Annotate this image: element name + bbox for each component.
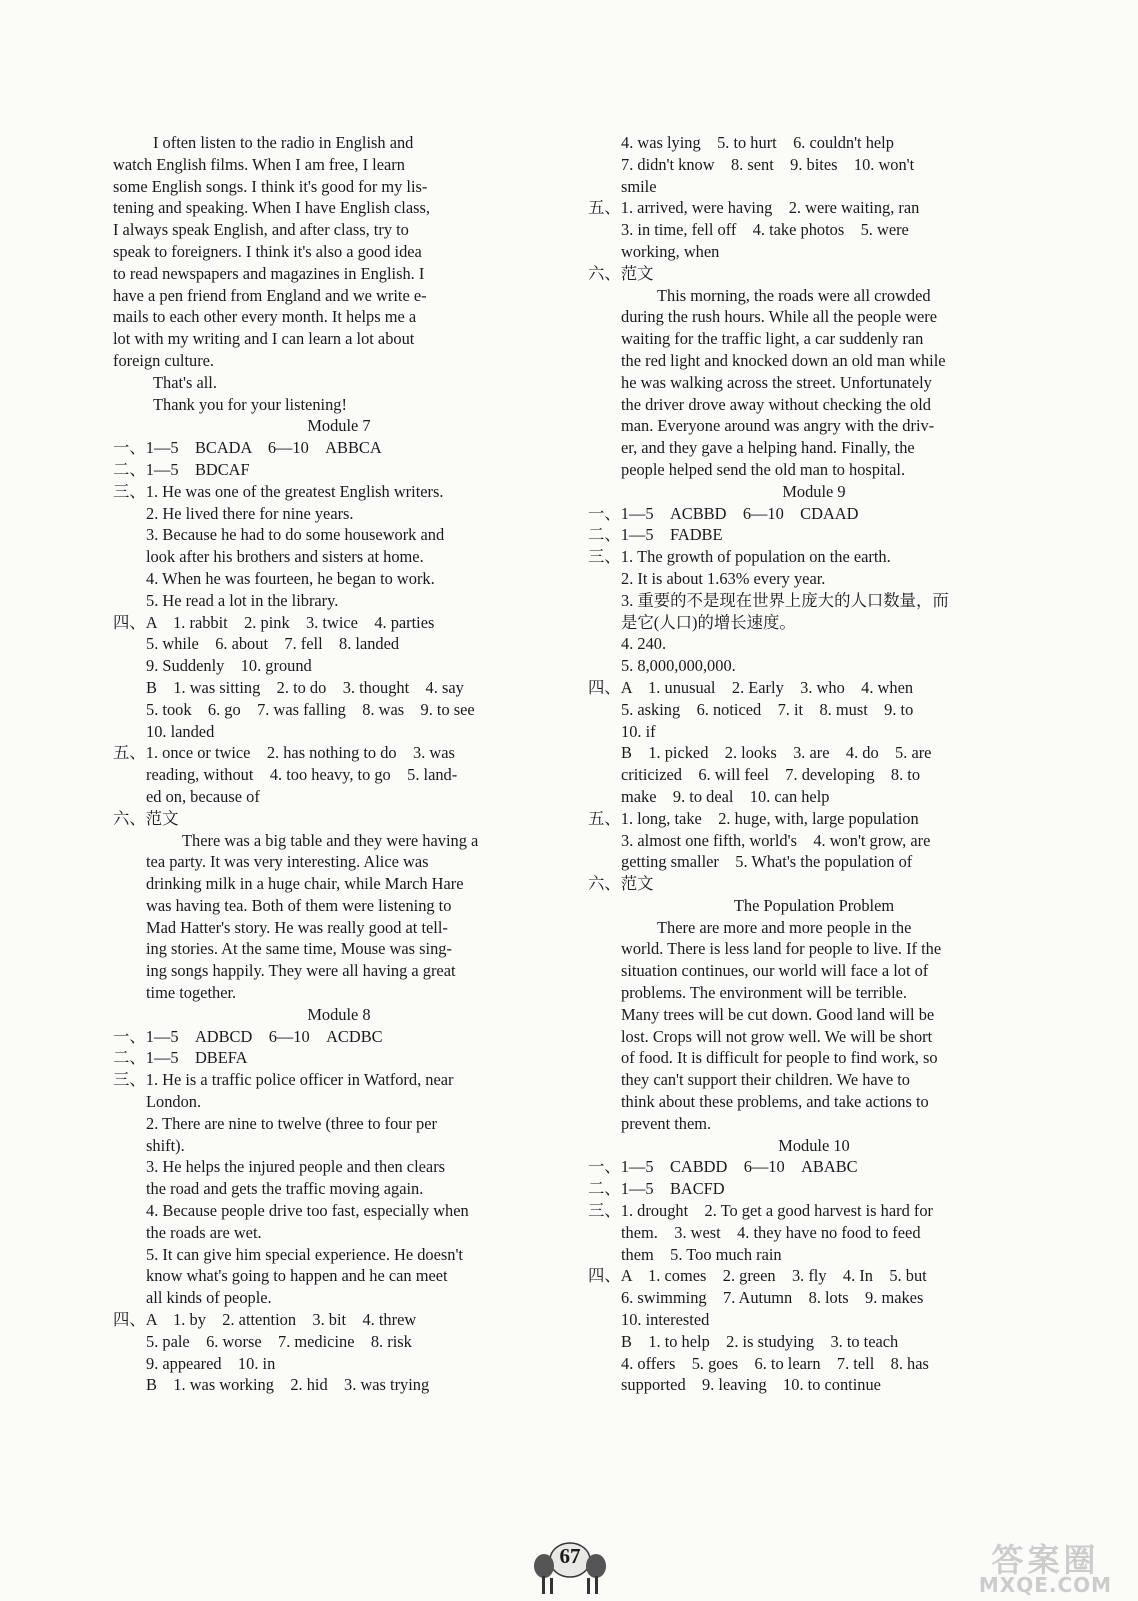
- text-line: 2. It is about 1.63% every year.: [621, 568, 826, 588]
- text-line: 是它(人口)的增长速度。: [621, 612, 796, 632]
- text-line: 5. He read a lot in the library.: [146, 590, 339, 610]
- text-line: the roads are wet.: [146, 1222, 262, 1242]
- text-line: 5. It can give him special experience. He doesn't: [146, 1244, 463, 1264]
- text-line: 5. pale 6. worse 7. medicine 8. risk: [146, 1331, 412, 1351]
- text-line: 一、1—5 ADBCD 6—10 ACDBC: [113, 1026, 383, 1046]
- text-line: 5. took 6. go 7. was falling 8. was 9. to see: [146, 699, 475, 719]
- text-line: them. 3. west 4. they have no food to feed: [621, 1222, 921, 1242]
- text-line: some English songs. I think it's good for my lis-: [113, 176, 428, 196]
- text-line: 2. He lived there for nine years.: [146, 503, 354, 523]
- text-line: 六、范文: [588, 874, 654, 894]
- text-line: of food. It is difficult for people to find work, so: [621, 1048, 938, 1068]
- section-heading: Module 10: [778, 1135, 850, 1155]
- text-line: 7. didn't know 8. sent 9. bites 10. won't: [621, 154, 915, 174]
- text-line: B 1. was sitting 2. to do 3. thought 4. say: [146, 677, 464, 697]
- text-line: he was walking across the street. Unfortunately: [621, 372, 932, 392]
- text-line: smile: [621, 176, 657, 196]
- text-line: I often listen to the radio in English and: [153, 133, 414, 152]
- text-line: 4. 240.: [621, 634, 667, 654]
- page-number: 67: [559, 1544, 581, 1568]
- text-line: London.: [146, 1092, 202, 1112]
- text-line: 10. landed: [146, 721, 215, 741]
- text-line: 二、1—5 BDCAF: [113, 459, 250, 479]
- right-column: [588, 132, 1040, 1396]
- text-line: 一、1—5 ACBBD 6—10 CDAAD: [588, 503, 859, 523]
- text-line: 3. Because he had to do some housework and: [146, 525, 445, 545]
- text-line: mails to each other every month. It helps me a: [113, 307, 417, 327]
- text-line: speak to foreigners. I think it's also a good idea: [113, 241, 422, 261]
- section-heading: The Population Problem: [733, 895, 895, 915]
- text-line: tening and speaking. When I have English class,: [113, 198, 430, 218]
- text-line: waiting for the traffic light, a car suddenly ran: [621, 329, 924, 349]
- text-line: 10. if: [621, 721, 656, 741]
- text-line: during the rush hours. While all the people were: [621, 307, 938, 327]
- text-line: man. Everyone around was angry with the driv-: [621, 416, 935, 436]
- section-heading: Module 8: [307, 1004, 371, 1024]
- left-column: [113, 132, 565, 1396]
- text-line: There was a big table and they were having a: [182, 830, 479, 850]
- text-line: 5. 8,000,000,000.: [621, 656, 736, 676]
- text-line: 四、A 1. rabbit 2. pink 3. twice 4. parties: [113, 612, 435, 632]
- text-line: 一、1—5 BCADA 6—10 ABBCA: [113, 438, 382, 458]
- section-heading: Module 9: [782, 481, 846, 501]
- text-line: 三、1. drought 2. To get a good harvest is hard for: [588, 1201, 933, 1221]
- text-line: ing stories. At the same time, Mouse was sing-: [146, 939, 452, 959]
- text-line: have a pen friend from England and we write e-: [113, 285, 427, 305]
- text-line: That's all.: [153, 372, 217, 392]
- text-line: 五、1. arrived, were having 2. were waiting, ran: [588, 198, 920, 218]
- text-line: 三、1. He was one of the greatest English writers.: [113, 481, 444, 501]
- text-line: 五、1. long, take 2. huge, with, large population: [588, 808, 919, 828]
- text-line: prevent them.: [621, 1113, 712, 1133]
- text-line: the red light and knocked down an old man while: [621, 350, 946, 370]
- watermark-brand: 答案圈: [991, 1541, 1100, 1579]
- text-line: 五、1. once or twice 2. has nothing to do 3. was: [113, 743, 455, 763]
- text-line: look after his brothers and sisters at home.: [146, 547, 424, 567]
- text-line: 二、1—5 BACFD: [588, 1179, 725, 1199]
- watermark-site: MXQE.COM: [978, 1573, 1113, 1597]
- text-line: they can't support their children. We have to: [621, 1070, 910, 1090]
- text-line: 六、范文: [588, 263, 654, 283]
- text-line: the road and gets the traffic moving again.: [146, 1179, 424, 1199]
- text-line: was having tea. Both of them were listening to: [146, 895, 452, 915]
- text-line: 9. Suddenly 10. ground: [146, 656, 312, 676]
- text-line: tea party. It was very interesting. Alice was: [146, 852, 429, 872]
- text-line: 5. asking 6. noticed 7. it 8. must 9. to: [621, 699, 914, 719]
- text-line: There are more and more people in the: [657, 917, 912, 937]
- text-line: problems. The environment will be terrible.: [621, 983, 908, 1003]
- text-line: ing songs happily. They were all having a great: [146, 961, 456, 981]
- text-line: lot with my writing and I can learn a lot about: [113, 329, 415, 349]
- text-line: 2. There are nine to twelve (three to four per: [146, 1113, 437, 1133]
- text-line: 二、1—5 FADBE: [588, 525, 723, 545]
- text-line: er, and they gave a helping hand. Finally, the: [621, 438, 915, 458]
- text-line: Mad Hatter's story. He was really good at tell-: [146, 917, 448, 937]
- text-line: B 1. picked 2. looks 3. are 4. do 5. are: [621, 743, 932, 763]
- text-line: 10. interested: [621, 1310, 710, 1330]
- text-line: 4. was lying 5. to hurt 6. couldn't help: [621, 133, 894, 152]
- text-line: 四、A 1. unusual 2. Early 3. who 4. when: [588, 677, 914, 697]
- text-line: all kinds of people.: [146, 1288, 272, 1308]
- text-line: 4. When he was fourteen, he began to work.: [146, 568, 435, 588]
- text-line: 4. offers 5. goes 6. to learn 7. tell 8. has: [621, 1353, 929, 1373]
- page-number-badge: [530, 1540, 610, 1596]
- text-line: supported 9. leaving 10. to continue: [621, 1375, 881, 1395]
- text-line: 四、A 1. comes 2. green 3. fly 4. In 5. but: [588, 1266, 927, 1286]
- text-line: foreign culture.: [113, 350, 215, 370]
- text-line: know what's going to happen and he can meet: [146, 1266, 448, 1286]
- text-line: situation continues, our world will face a lot of: [621, 961, 929, 981]
- text-line: 3. He helps the injured people and then clears: [146, 1157, 446, 1177]
- text-line: 5. while 6. about 7. fell 8. landed: [146, 634, 400, 654]
- text-line: I always speak English, and after class, try to: [113, 220, 409, 240]
- text-line: 6. swimming 7. Autumn 8. lots 9. makes: [621, 1288, 924, 1308]
- watermark: [958, 1535, 1133, 1597]
- text-line: criticized 6. will feel 7. developing 8. to: [621, 765, 921, 785]
- text-line: people helped send the old man to hospital.: [621, 459, 906, 479]
- text-line: 三、1. The growth of population on the earth.: [588, 547, 891, 567]
- text-line: Many trees will be cut down. Good land will be: [621, 1004, 935, 1024]
- text-line: to read newspapers and magazines in English. I: [113, 263, 425, 283]
- text-line: This morning, the roads were all crowded: [657, 285, 931, 305]
- text-line: 四、A 1. by 2. attention 3. bit 4. threw: [113, 1310, 417, 1330]
- text-line: the driver drove away without checking the old: [621, 394, 931, 414]
- text-line: 3. almost one fifth, world's 4. won't grow, are: [621, 830, 931, 850]
- text-line: working, when: [621, 241, 720, 261]
- text-line: Thank you for your listening!: [153, 394, 347, 414]
- text-line: time together.: [146, 983, 237, 1003]
- text-line: shift).: [146, 1135, 185, 1155]
- text-line: 3. in time, fell off 4. take photos 5. were: [621, 220, 909, 240]
- text-line: them 5. Too much rain: [621, 1244, 782, 1264]
- text-line: B 1. to help 2. is studying 3. to teach: [621, 1331, 899, 1351]
- text-line: B 1. was working 2. hid 3. was trying: [146, 1375, 430, 1395]
- text-line: 三、1. He is a traffic police officer in Watford, near: [113, 1070, 454, 1090]
- text-line: watch English films. When I am free, I learn: [113, 154, 405, 174]
- text-line: 3. 重要的不是现在世界上庞大的人口数量，而: [621, 590, 949, 610]
- text-line: 六、范文: [113, 808, 179, 828]
- text-line: 一、1—5 CABDD 6—10 ABABC: [588, 1157, 858, 1177]
- text-line: world. There is less land for people to live. If the: [621, 939, 942, 959]
- text-line: 二、1—5 DBEFA: [113, 1048, 248, 1068]
- text-line: 9. appeared 10. in: [146, 1353, 276, 1373]
- text-line: drinking milk in a huge chair, while March Hare: [146, 874, 464, 894]
- section-heading: Module 7: [307, 416, 371, 436]
- text-line: think about these problems, and take actions to: [621, 1092, 929, 1112]
- text-line: 4. Because people drive too fast, especially when: [146, 1201, 469, 1221]
- text-line: lost. Crops will not grow well. We will be short: [621, 1026, 933, 1046]
- text-line: ed on, because of: [146, 786, 260, 806]
- text-line: make 9. to deal 10. can help: [621, 786, 830, 806]
- text-line: getting smaller 5. What's the population of: [621, 852, 913, 872]
- text-line: reading, without 4. too heavy, to go 5. land-: [146, 765, 458, 785]
